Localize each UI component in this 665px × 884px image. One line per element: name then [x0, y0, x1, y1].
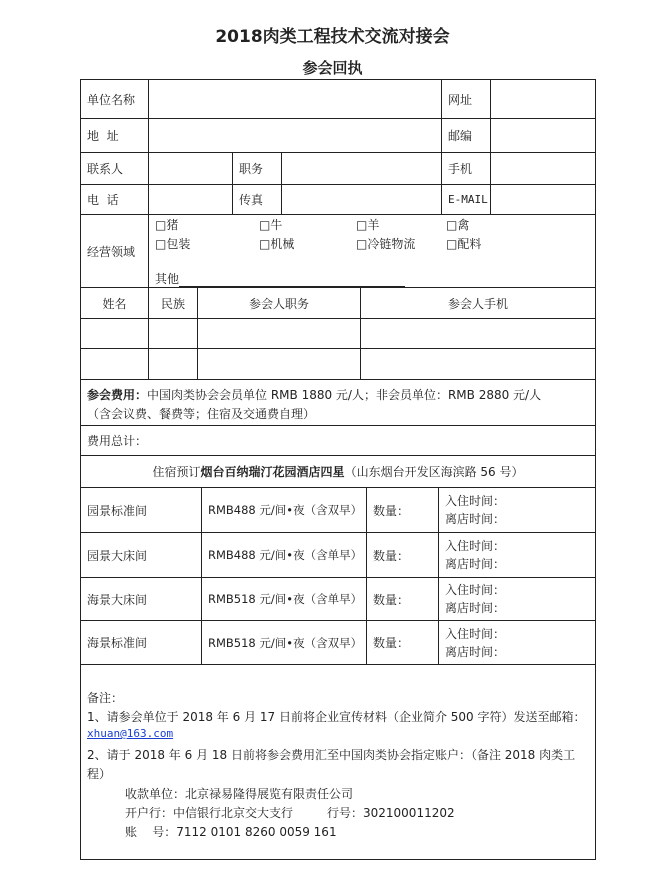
payee: 收款单位：北京禄易隆得展览有限责任公司 [125, 787, 354, 801]
website-input[interactable] [490, 79, 596, 119]
hotel-address: （山东烟台开发区海滨路 56 号） [344, 465, 524, 479]
room-price: RMB488 元/间•夜（含双早） [201, 487, 367, 533]
option-pig[interactable]: □猪 [155, 218, 179, 232]
checkin-label: 入住时间： [445, 626, 506, 641]
option-cattle[interactable]: □牛 [259, 218, 283, 232]
hotel-name: 烟台百纳瑞汀花园酒店四星 [200, 465, 345, 479]
room-price: RMB518 元/间•夜（含双早） [201, 620, 367, 665]
business-label: 经营领域 [80, 214, 149, 288]
postcode-label: 邮编 [441, 118, 491, 153]
room-type: 园景标准间 [80, 487, 202, 533]
attendee-cell[interactable] [360, 318, 596, 349]
room-price: RMB488 元/间•夜（含单早） [201, 532, 367, 578]
room-dates[interactable] [438, 620, 596, 665]
email-input[interactable] [490, 184, 596, 215]
room-quantity[interactable]: 数量： [366, 487, 439, 533]
room-quantity[interactable]: 数量： [366, 620, 439, 665]
fax-input[interactable] [281, 184, 442, 215]
attendee-cell[interactable] [80, 348, 149, 380]
attendee-cell[interactable] [148, 348, 198, 380]
postcode-input[interactable] [490, 118, 596, 153]
email-label: E-MAIL [441, 184, 491, 215]
mobile-label: 手机 [441, 152, 491, 185]
position-label: 职务 [232, 152, 282, 185]
option-machinery[interactable]: □机械 [259, 237, 295, 251]
room-dates[interactable] [438, 577, 596, 621]
room-type: 海景标准间 [80, 620, 202, 665]
attendee-cell[interactable] [197, 348, 361, 380]
fee-text [87, 386, 541, 403]
checkout-label: 离店时间： [445, 644, 506, 659]
hotel-header [80, 455, 596, 488]
checkin-label: 入住时间： [445, 583, 506, 597]
phone-input[interactable] [148, 184, 233, 215]
header-attendee-mobile: 参会人手机 [360, 287, 596, 319]
attendee-cell[interactable] [197, 318, 361, 349]
page-subtitle: 参会回执 [302, 59, 363, 77]
bank: 开户行：中信银行北京交大支行 [125, 806, 294, 820]
contact-label: 联系人 [80, 152, 149, 185]
unit-label: 单位名称 [80, 79, 149, 119]
other-label: 其他 [155, 272, 180, 286]
attendee-cell[interactable] [80, 318, 149, 349]
room-price: RMB518 元/间•夜（含单早） [201, 577, 367, 621]
email-link[interactable]: xhuan@163.com [87, 727, 174, 740]
position-input[interactable] [281, 152, 442, 185]
bank-number: 行号：302100011202 [327, 806, 455, 820]
phone-label: 电 话 [80, 184, 149, 215]
checkin-label: 入住时间： [445, 494, 506, 508]
note-2: 2、请于 2018 年 6 月 18 日前将参会费用汇至中国肉类协会指定账户：（备注 2018 肉类工 [87, 748, 576, 762]
fax-label: 传真 [232, 184, 282, 215]
mobile-input[interactable] [490, 152, 596, 185]
checkout-label: 离店时间： [445, 557, 506, 571]
attendee-cell[interactable] [360, 348, 596, 380]
room-dates[interactable] [438, 532, 596, 578]
option-packaging[interactable]: □包装 [155, 237, 191, 251]
room-quantity[interactable]: 数量： [366, 532, 439, 578]
fee-label: 参会费用： [87, 388, 148, 402]
fee-detail: 中国肉类协会会员单位 RMB 1880 元/人；非会员单位：RMB 2880 元/人 [147, 388, 542, 402]
header-name: 姓名 [80, 287, 149, 319]
room-quantity[interactable]: 数量： [366, 577, 439, 621]
checkout-label: 离店时间： [445, 512, 506, 526]
unit-input[interactable] [148, 79, 442, 119]
note-1: 1、请参会单位于 2018 年 6 月 17 日前将企业宣传材料（企业简介 500 字符）发送至邮箱： [87, 710, 586, 724]
website-label: 网址 [441, 79, 491, 119]
option-cold-chain[interactable]: □冷链物流 [356, 237, 416, 251]
attendee-cell[interactable] [148, 318, 198, 349]
header-ethnicity: 民族 [148, 287, 198, 319]
room-type: 海景大床间 [80, 577, 202, 621]
fee-note: （含会议费、餐费等；住宿及交通费自理） [87, 407, 316, 421]
checkout-label: 离店时间： [445, 601, 506, 615]
fee-total[interactable]: 费用总计： [80, 425, 596, 456]
option-poultry[interactable]: □禽 [446, 218, 470, 232]
other-input[interactable] [179, 273, 405, 287]
page-title: 2018肉类工程技术交流对接会 [215, 27, 450, 47]
hotel-prefix: 住宿预订 [152, 465, 201, 479]
contact-input[interactable] [148, 152, 233, 185]
option-sheep[interactable]: □羊 [356, 218, 380, 232]
header-attendee-position: 参会人职务 [197, 287, 361, 319]
option-ingredients[interactable]: □配料 [446, 237, 482, 251]
checkin-label: 入住时间： [445, 539, 506, 553]
account: 账 号：7112 0101 8260 0059 161 [125, 825, 337, 839]
room-type: 园景大床间 [80, 532, 202, 578]
notes-label: 备注： [87, 691, 124, 705]
note-2-cont: 程） [87, 767, 112, 781]
room-dates[interactable] [438, 487, 596, 533]
address-label: 地 址 [80, 118, 149, 153]
other-field[interactable] [155, 270, 405, 287]
address-input[interactable] [148, 118, 442, 153]
